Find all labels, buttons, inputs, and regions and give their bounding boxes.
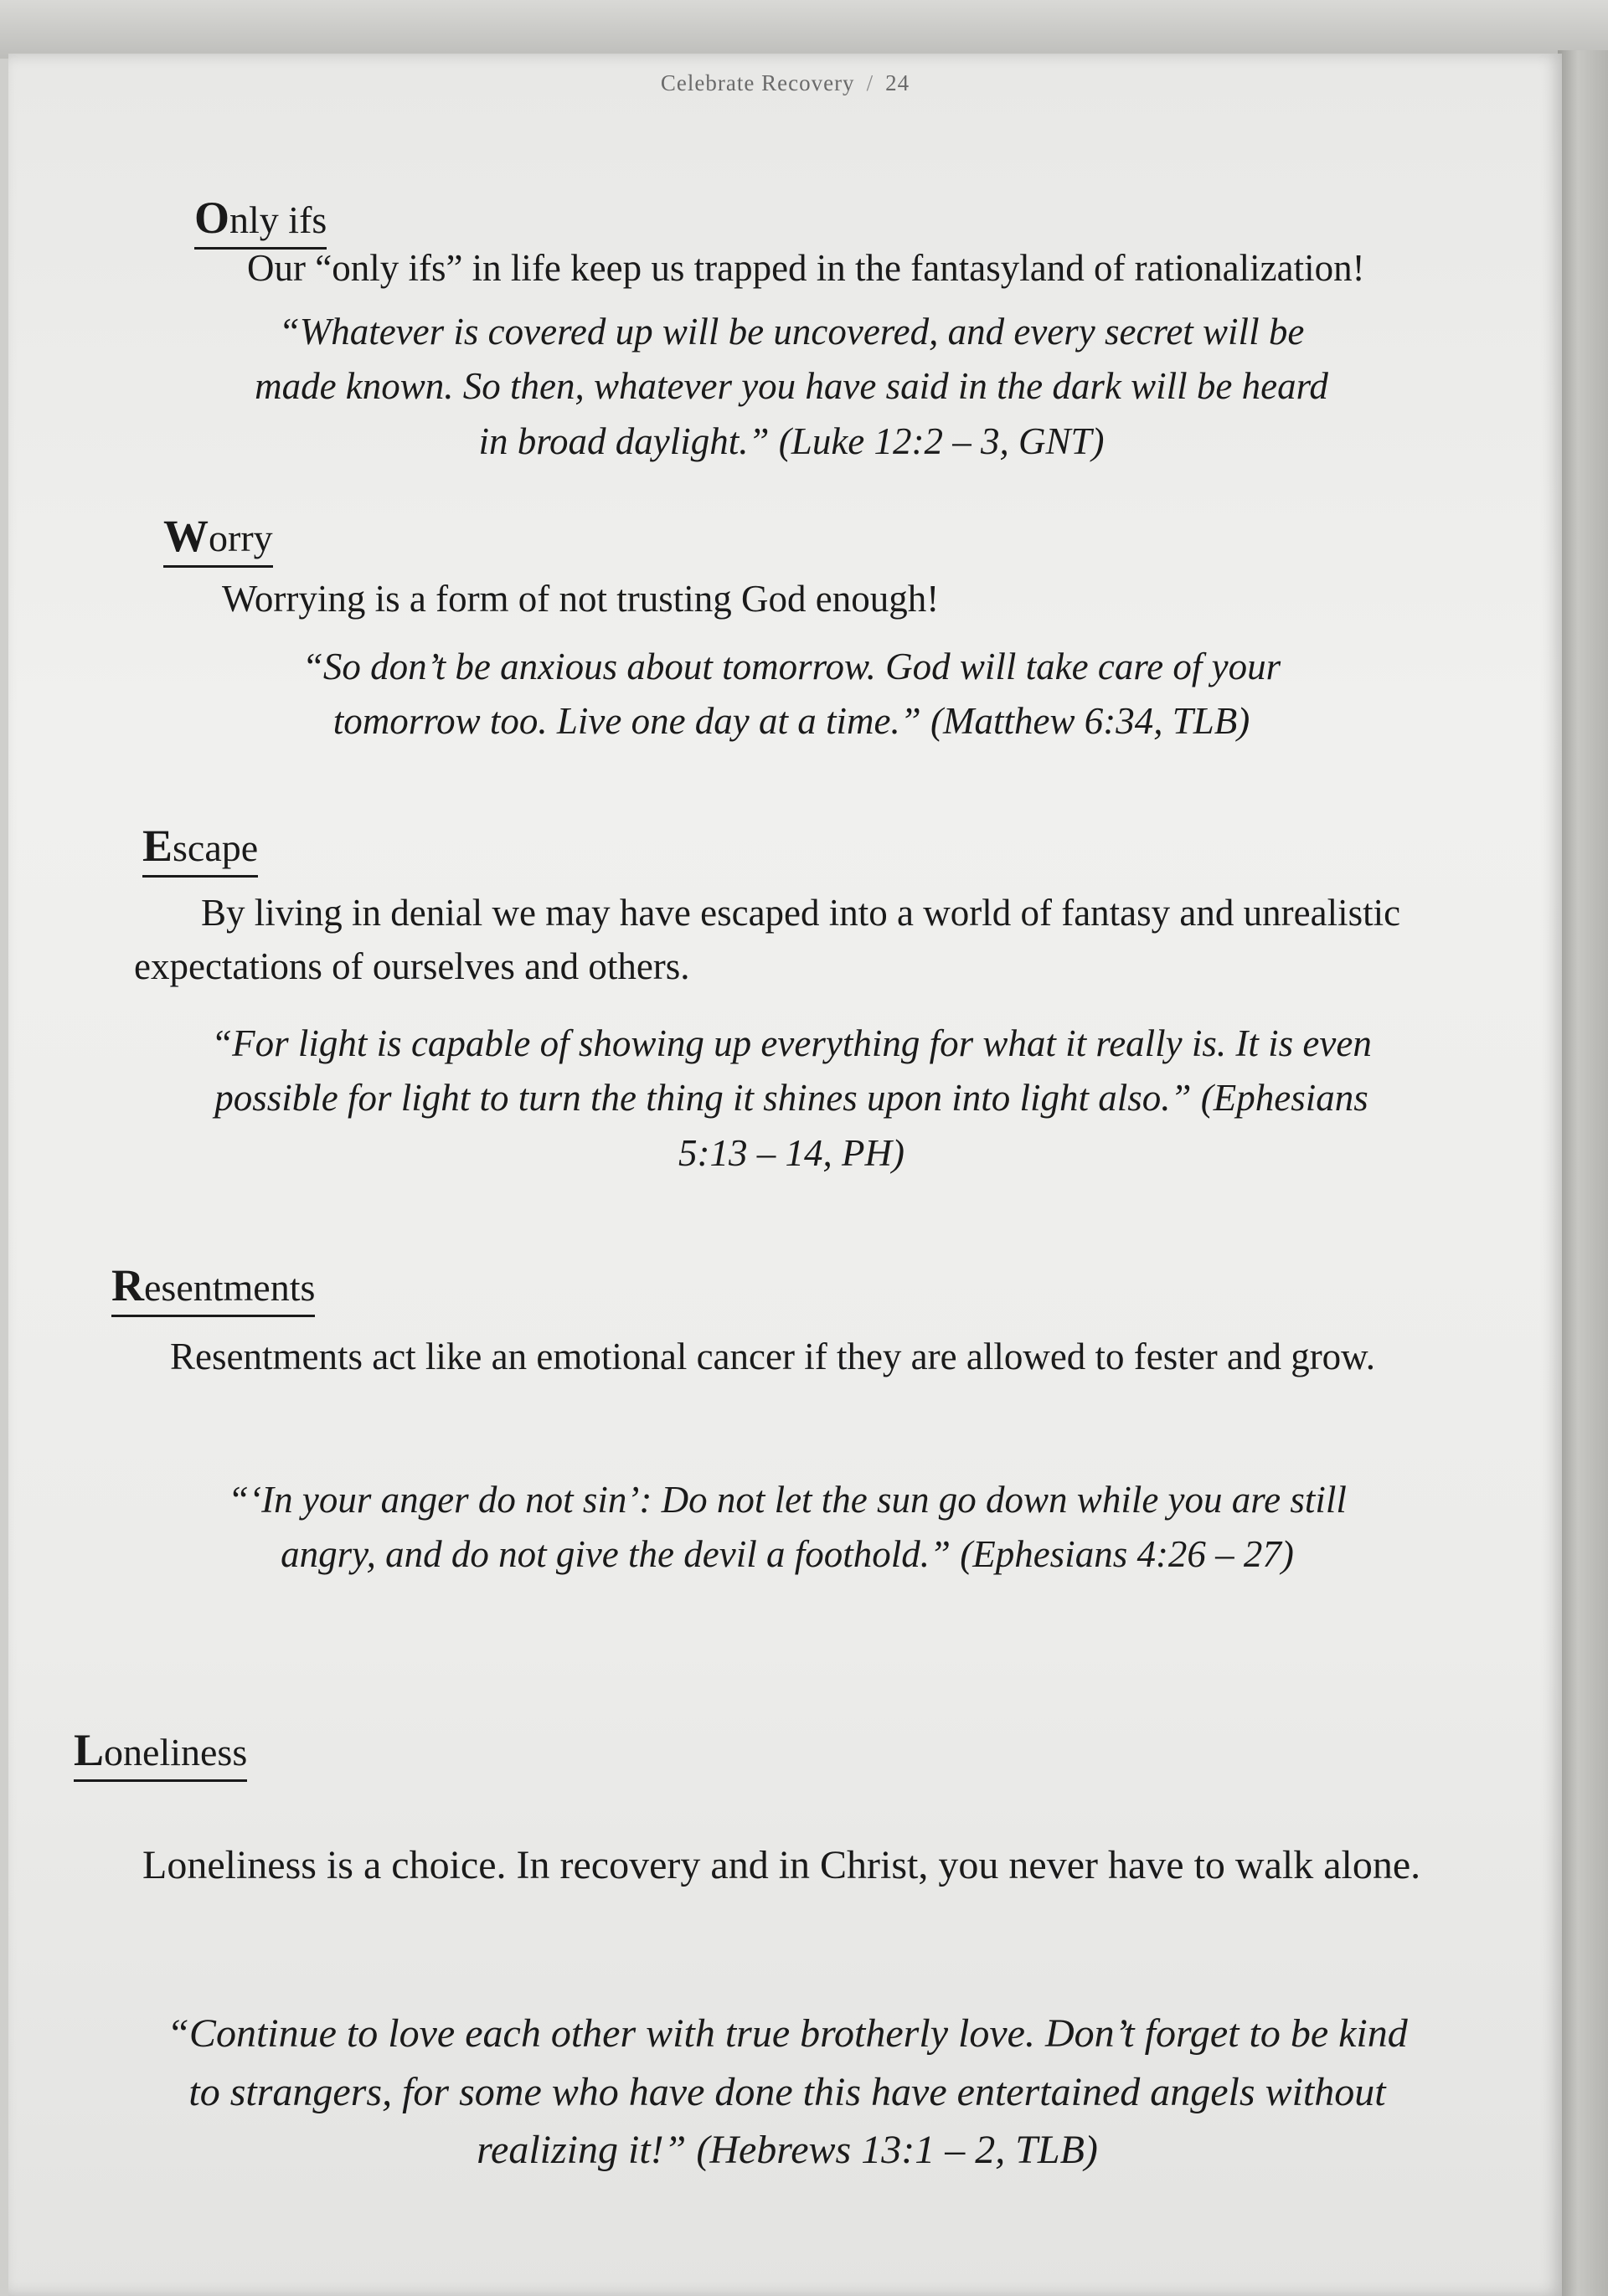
section-heading-only-ifs [194,192,327,250]
photo-background [0,0,1608,59]
section-body-escape: By living in denial we may have escaped into a world of fantasy and unrealistic expectations of ourselves and others. [134,892,1401,987]
scripture-quote-only-ifs: “Whatever is covered up will be uncovered, and every secret will be made known. So then, whatever you have said in the dark will be heard in broad daylight.” (Luke 12:2 – 3, GNT) [255,311,1328,462]
scripture-quote-worry: “So don’t be anxious about tomorrow. God will take care of your tomorrow too. Live one day at a time.” (Matthew 6:34, TLB) [302,646,1281,743]
scripture-quote-resentments: “‘In your anger do not sin’: Do not let the sun go down while you are still angry, and do not give the devil a foothold.” (Ephesians 4:26 – 27) [228,1479,1347,1576]
book-page [8,54,1562,2296]
section-body-worry: Worrying is a form of not trusting God enough! [222,578,940,620]
page-number: 24 [885,70,910,95]
heading-capital: L [74,1725,105,1775]
heading-capital: E [142,821,173,871]
section-body-loneliness: Loneliness is a choice. In recovery and in Christ, you never have to walk alone. [142,1843,1421,1887]
heading-rest: oneliness [104,1731,248,1773]
heading-capital: R [111,1260,144,1310]
section-heading-loneliness [74,1724,247,1782]
section-heading-resentments [111,1259,315,1317]
running-head-separator: / [866,70,874,95]
heading-rest: esentments [144,1266,316,1309]
book-page-edge [1558,50,1608,2296]
scripture-quote-escape: “For light is capable of showing up everything for what it really is. It is even possible for light to turn the thing it shines upon into light also.” (Ephesians 5:13 – 14, PH) [211,1022,1372,1174]
section-body-resentments: Resentments act like an emotional cancer if they are allowed to fester and grow. [170,1336,1376,1377]
section-heading-escape [142,820,258,878]
heading-rest: scape [173,826,259,869]
heading-rest: orry [209,517,273,559]
section-heading-worry [163,510,273,568]
running-head-title: Celebrate Recovery [660,70,855,95]
heading-capital: O [194,193,230,243]
section-body-only-ifs: Our “only ifs” in life keep us trapped in the fantasyland of rationalization! [247,247,1365,289]
heading-rest: nly ifs [229,198,327,241]
running-head [8,70,1562,96]
scripture-quote-loneliness: “Continue to love each other with true brotherly love. Don’t forget to be kind to strangers, for some who have done this have entertained angels without realizing it!” (Hebrews 13:1 – 2, TLB) [167,2011,1408,2173]
heading-capital: W [163,511,209,561]
